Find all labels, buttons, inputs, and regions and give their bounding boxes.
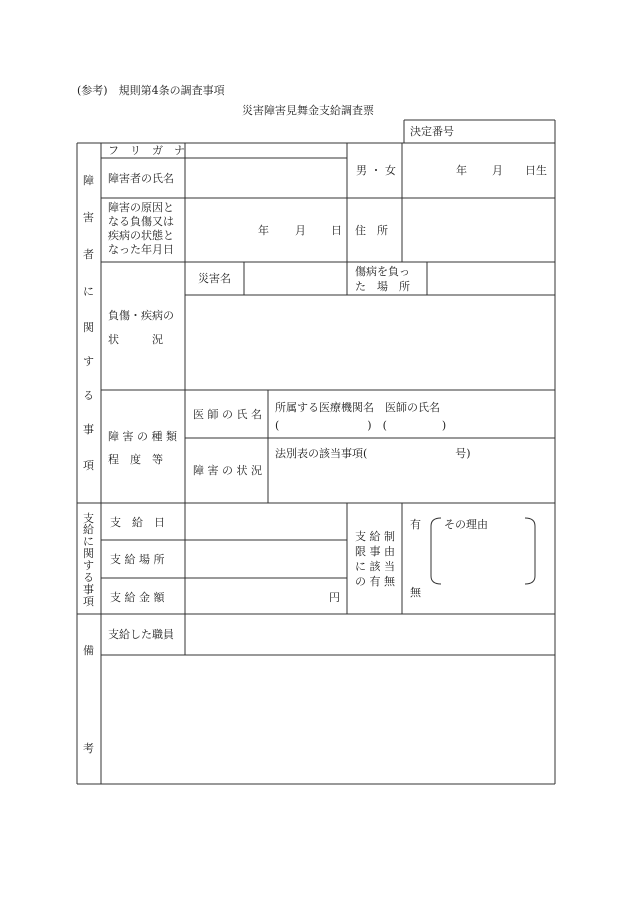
yen-unit: 円 (329, 591, 340, 604)
reason-label: その理由 (444, 518, 488, 531)
birth-year: 年 (456, 164, 467, 177)
form-title: 災害障害見舞金支給調査票 (242, 104, 374, 117)
disability-status-label: 障 害 の 状 況 (193, 464, 262, 477)
section-char: 項 (83, 595, 94, 608)
remarks-label-2: 考 (83, 742, 94, 755)
section-char: 事 (83, 583, 94, 596)
cause-day: 日 (331, 224, 342, 237)
section-char: す (83, 559, 94, 572)
staff-label: 支給した職員 (108, 628, 174, 641)
name-label: 障害者の氏名 (108, 172, 174, 185)
injury-place-label-2: た 場 所 (355, 280, 410, 293)
payment-place-label: 支 給 場 所 (110, 553, 165, 566)
cause-label-3: 疾病の状態と (108, 229, 174, 242)
section-char: 障 (83, 174, 94, 187)
no-option: 無 (410, 586, 421, 599)
section-char: る (83, 389, 94, 402)
disability-type-label-1: 障 害 の 種 類 (108, 430, 177, 443)
remarks-label-1: 備 (83, 644, 94, 657)
yes-option: 有 (410, 518, 421, 531)
restriction-label-4: の 有 無 (355, 575, 395, 588)
birth-month: 月 (492, 164, 503, 177)
reference-note: (参考) 規則第4条の調査事項 (77, 84, 225, 97)
section-char: に (83, 535, 94, 548)
section-char: 関 (83, 321, 94, 334)
section-char: 事 (83, 423, 94, 436)
cause-year: 年 (258, 224, 269, 237)
section-char: 給 (83, 523, 94, 536)
address-label: 住 所 (355, 224, 388, 237)
section-char: 支 (83, 512, 94, 525)
restriction-label-3: に 該 当 (355, 560, 395, 573)
section-char: 項 (83, 459, 94, 472)
medical-institution-label: 所属する医療機関名 医師の氏名 (275, 401, 440, 414)
cause-label-2: なる負傷又は (108, 215, 174, 228)
payment-amount-label: 支 給 金 額 (110, 591, 165, 604)
section-char: 害 (83, 211, 94, 224)
payment-date-label: 支 給 日 (110, 516, 165, 529)
restriction-label-2: 限 事 由 (355, 545, 395, 558)
section-char: 関 (83, 547, 94, 560)
section-char: 者 (83, 248, 94, 261)
birth-day: 日生 (525, 164, 547, 177)
restriction-label-1: 支 給 制 (355, 530, 395, 543)
disability-type-label-2: 程 度 等 (108, 453, 163, 466)
cause-label-4: なった年月日 (108, 243, 174, 256)
injury-status-label-1: 負傷・疾病の (108, 309, 174, 322)
decision-number-label: 決定番号 (410, 125, 454, 138)
injury-place-label-1: 傷病を負っ (355, 265, 410, 278)
disaster-name-label: 災害名 (198, 272, 231, 285)
furigana-label: フ リ ガ ナ (108, 144, 185, 157)
doctor-paren-line: ( ) ( ) (275, 419, 447, 432)
injury-status-label-2: 状 況 (108, 333, 163, 346)
cause-month: 月 (295, 224, 306, 237)
cause-label-1: 障害の原因と (108, 201, 174, 214)
section-char: る (83, 571, 94, 584)
annex-table-label: 法別表の該当事項( 号) (275, 447, 471, 460)
section-char: に (83, 285, 94, 298)
sex-field: 男 ・ 女 (356, 164, 396, 177)
section-char: す (83, 355, 94, 368)
doctor-name-label: 医 師 の 氏 名 (193, 408, 262, 421)
